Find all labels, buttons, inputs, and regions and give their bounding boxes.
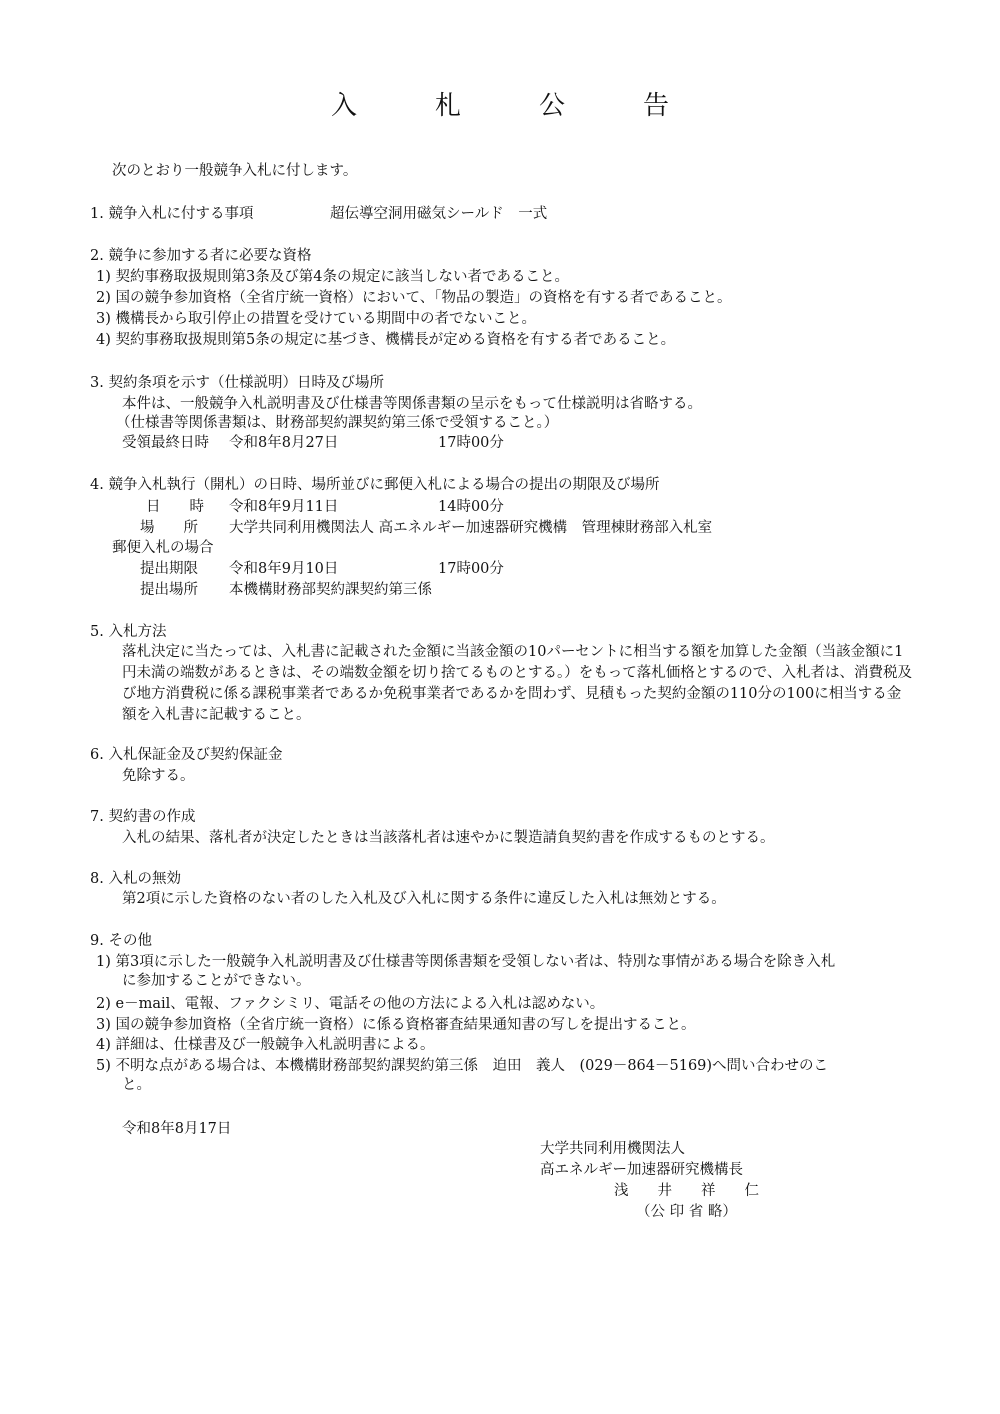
section-4-submit-label: 提出期限	[140, 561, 198, 577]
section-3-heading: 3. 契約条項を示す（仕様説明）日時及び場所	[90, 375, 384, 391]
section-4-heading: 4. 競争入札執行（開札）の日時、場所並びに郵便入札による場合の提出の期限及び場所	[90, 477, 660, 493]
section-6-text: 免除する。	[122, 768, 195, 784]
signature-org-2: 高エネルギー加速器研究機構長	[540, 1162, 743, 1178]
section-4-place-label: 場 所	[140, 520, 198, 536]
section-9-item-2: 2) e－mail、電報、ファクシミリ、電話その他の方法による入札は認めない。	[96, 996, 605, 1012]
section-5-text: 落札決定に当たっては、入札書に記載された金額に当該金額の10パーセントに相当する額を加算した金額（当該金額に1円未満の端数があるときは、その端数金額を切り捨てるものとする。）をもって落札価格とするので、入札者は、消費税及び地方消費税に係る課税事業者であるか免税事業者であるかを問わず、見積もった契約金額の110分の100に相当する金額を入札書に記載すること。	[122, 644, 912, 723]
section-4-datetime-date: 令和8年9月11日	[229, 499, 339, 515]
section-3-line1: 本件は、一般競争入札説明書及び仕様書等関係書類の呈示をもって仕様説明は省略する。	[122, 396, 702, 412]
section-9-heading: 9. その他	[90, 933, 152, 949]
section-4-datetime-label: 日 時	[146, 499, 204, 515]
section-1-heading: 1. 競争入札に付する事項	[90, 206, 254, 222]
intro-text: 次のとおり一般競争入札に付します。	[112, 163, 358, 179]
section-9-item-1: 1) 第3項に示した一般競争入札説明書及び仕様書等関係書類を受領しない者は、特別な事情がある場合を除き入札	[96, 954, 836, 970]
section-5-heading: 5. 入札方法	[90, 624, 167, 640]
section-4-submit-place-value: 本機構財務部契約課契約第三係	[229, 582, 432, 598]
section-9-item-5: 5) 不明な点がある場合は、本機構財務部契約課契約第三係 迫田 義人 (029－864－5169)へ問い合わせのこ	[96, 1058, 829, 1074]
section-3-deadline-date: 令和8年8月27日	[229, 435, 339, 451]
document-title: 入 札 公 告	[330, 91, 695, 121]
section-2-heading: 2. 競争に参加する者に必要な資格	[90, 248, 312, 264]
signature-org-1: 大学共同利用機関法人	[540, 1141, 685, 1157]
section-3-deadline-time: 17時00分	[438, 435, 504, 451]
section-3-line2: （仕様書等関係書類は、財務部契約課契約第三係で受領すること。）	[116, 415, 559, 431]
signature-name: 浅 井 祥 仁	[614, 1183, 759, 1199]
notice-date: 令和8年8月17日	[122, 1121, 232, 1137]
section-4-submit-date: 令和8年9月10日	[229, 561, 339, 577]
section-4-submit-time: 17時00分	[438, 561, 504, 577]
section-4-place-value: 大学共同利用機関法人 高エネルギー加速器研究機構 管理棟財務部入札室	[229, 520, 713, 536]
section-3-deadline-label: 受領最終日時	[122, 435, 209, 451]
section-9-item-5-cont: と。	[122, 1077, 151, 1093]
section-7-text: 入札の結果、落札者が決定したときは当該落札者は速やかに製造請負契約書を作成するものとする。	[122, 830, 775, 846]
section-2-item: 4) 契約事務取扱規則第5条の規定に基づき、機構長が定める資格を有する者であること。	[96, 332, 676, 348]
section-8-heading: 8. 入札の無効	[90, 871, 181, 887]
section-4-datetime-time: 14時00分	[438, 499, 504, 515]
section-4-submit-place-label: 提出場所	[140, 582, 198, 598]
seal-omitted-note: （公 印 省 略）	[636, 1204, 737, 1220]
section-8-text: 第2項に示した資格のない者のした入札及び入札に関する条件に違反した入札は無効とする。	[122, 891, 726, 907]
section-7-heading: 7. 契約書の作成	[90, 809, 196, 825]
section-2-item: 2) 国の競争参加資格（全省庁統一資格）において、「物品の製造」の資格を有する者であること。	[96, 290, 732, 306]
section-2-item: 1) 契約事務取扱規則第3条及び第4条の規定に該当しない者であること。	[96, 269, 569, 285]
section-9-item-4: 4) 詳細は、仕様書及び一般競争入札説明書による。	[96, 1037, 435, 1053]
section-4-mail-heading: 郵便入札の場合	[112, 540, 214, 556]
section-1-value: 超伝導空洞用磁気シールド 一式	[330, 206, 548, 222]
section-9-item-1-cont: に参加することができない。	[122, 973, 311, 989]
section-9-item-3: 3) 国の競争参加資格（全省庁統一資格）に係る資格審査結果通知書の写しを提出すること。	[96, 1017, 696, 1033]
section-6-heading: 6. 入札保証金及び契約保証金	[90, 747, 283, 763]
section-2-item: 3) 機構長から取引停止の措置を受けている期間中の者でないこと。	[96, 311, 536, 327]
